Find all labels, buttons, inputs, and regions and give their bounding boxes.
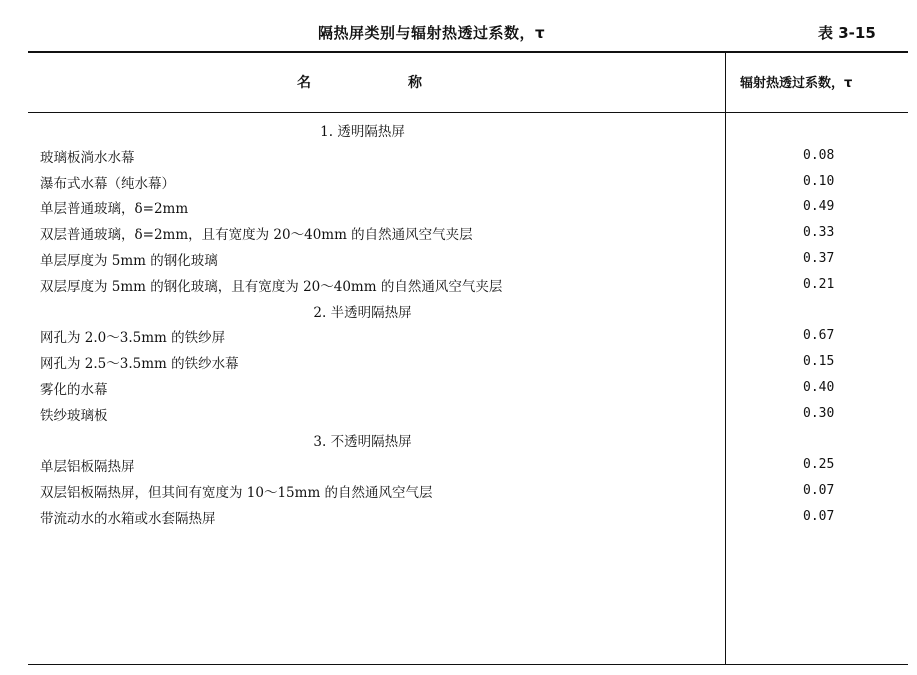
row-name: 带流动水的水箱或水套隔热屏: [40, 511, 216, 527]
row-coefficient: 0.37: [803, 251, 835, 266]
table-row: [0, 507, 917, 531]
header-name-char-2: 称: [408, 75, 422, 91]
header-coefficient: 辐射热透过系数，τ: [740, 76, 853, 91]
row-coefficient: 0.21: [803, 277, 835, 292]
table-top-rule: [28, 51, 908, 53]
table-row: [0, 352, 917, 376]
table-row: [0, 275, 917, 299]
section-header-row: [0, 301, 917, 325]
table-row: [0, 223, 917, 247]
table-row: [0, 378, 917, 402]
row-coefficient: 0.15: [803, 354, 835, 369]
section-title: 1. 透明隔热屏: [320, 124, 405, 140]
section-header-row: [0, 120, 917, 144]
table-title: 隔热屏类别与辐射热透过系数，τ: [318, 24, 546, 42]
row-name: 双层铝板隔热屏，但其间有宽度为 10～15mm 的自然通风空气层: [40, 485, 433, 501]
row-name: 雾化的水幕: [40, 382, 108, 398]
table-row: [0, 326, 917, 350]
row-coefficient: 0.25: [803, 457, 835, 472]
row-name: 双层厚度为 5mm 的钢化玻璃，且有宽度为 20～40mm 的自然通风空气夹层: [40, 279, 503, 295]
row-coefficient: 0.49: [803, 199, 835, 214]
table-bottom-rule: [28, 664, 908, 665]
row-coefficient: 0.67: [803, 328, 835, 343]
section-title: 3. 不透明隔热屏: [313, 434, 412, 450]
table-row: [0, 249, 917, 273]
row-name: 瀑布式水幕（纯水幕）: [40, 176, 175, 192]
section-title: 2. 半透明隔热屏: [313, 305, 412, 321]
row-coefficient: 0.07: [803, 483, 835, 498]
table-caption: [0, 22, 917, 46]
table-row: [0, 146, 917, 170]
table-number: 表 3-15: [818, 24, 876, 42]
row-coefficient: 0.40: [803, 380, 835, 395]
row-coefficient: 0.10: [803, 174, 835, 189]
row-name: 玻璃板淌水水幕: [40, 150, 135, 166]
row-name: 网孔为 2.0～3.5mm 的铁纱屏: [40, 330, 226, 346]
table-row: [0, 455, 917, 479]
row-coefficient: 0.33: [803, 225, 835, 240]
row-name: 双层普通玻璃，δ=2mm，且有宽度为 20～40mm 的自然通风空气夹层: [40, 227, 473, 243]
row-coefficient: 0.30: [803, 406, 835, 421]
header-name-char-1: 名: [297, 75, 311, 91]
row-name: 单层铝板隔热屏: [40, 459, 135, 475]
row-name: 单层厚度为 5mm 的钢化玻璃: [40, 253, 218, 269]
table-row: [0, 481, 917, 505]
row-coefficient: 0.07: [803, 509, 835, 524]
section-header-row: [0, 430, 917, 454]
header-rule: [28, 112, 908, 113]
row-name: 网孔为 2.5～3.5mm 的铁纱水幕: [40, 356, 239, 372]
row-name: 铁纱玻璃板: [40, 408, 108, 424]
table-row: [0, 172, 917, 196]
table-row: [0, 404, 917, 428]
row-coefficient: 0.08: [803, 148, 835, 163]
table-row: [0, 197, 917, 221]
row-name: 单层普通玻璃，δ=2mm: [40, 201, 189, 217]
